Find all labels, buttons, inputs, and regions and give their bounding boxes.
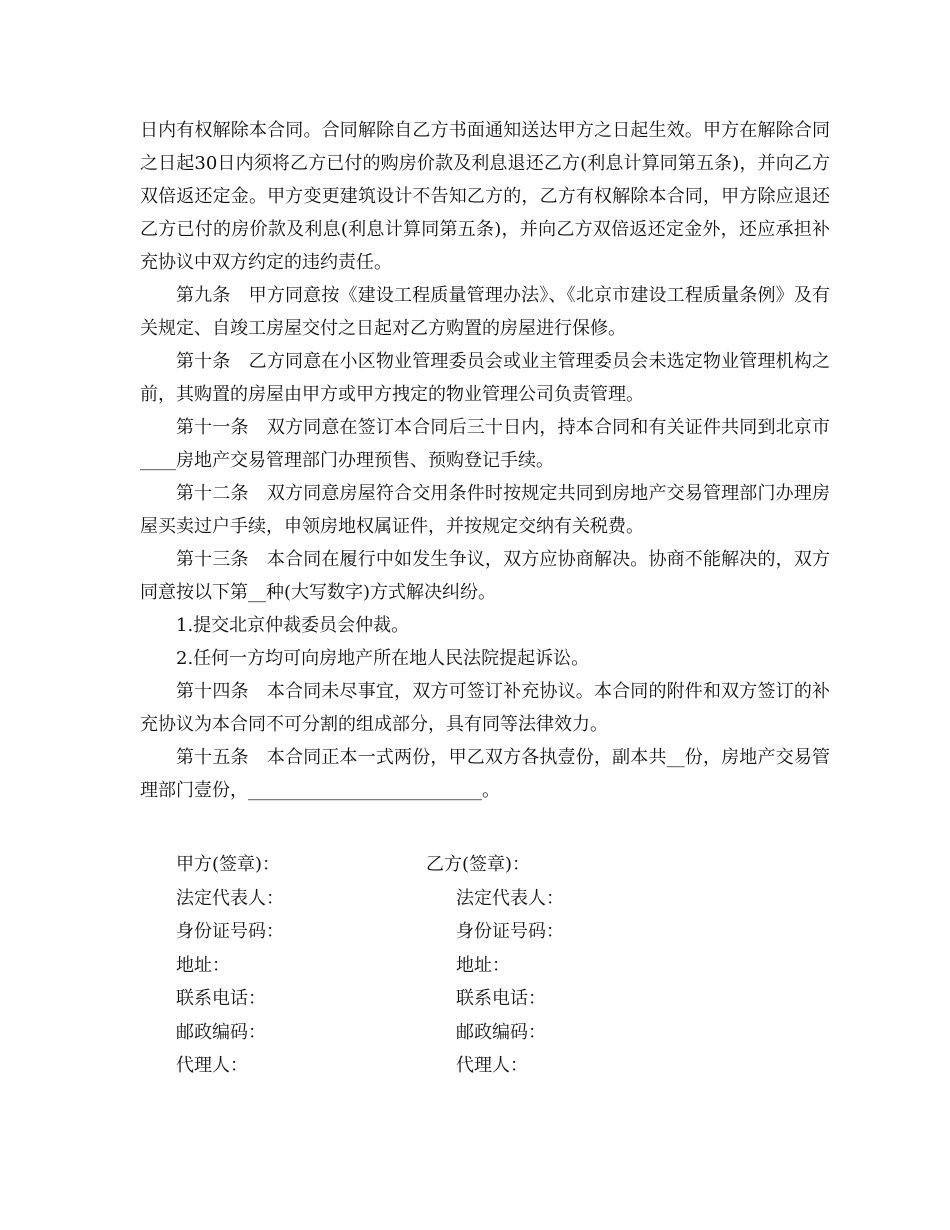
article-12: 第十二条 双方同意房屋符合交用条件时按规定共同到房地产交易管理部门办理房屋买卖过户手续，申领房地权属证件，并按规定交纳有关税费。 (140, 483, 830, 537)
party-a-legal-rep-label: 法定代表人： (176, 887, 284, 909)
party-b-phone-label: 联系电话： (456, 988, 546, 1009)
article-10: 第十条 乙方同意在小区物业管理委员会或业主管理委员会未选定物业管理机构之前，其购置的房屋由甲方或甲方拽定的物业管理公司负责管理。 (140, 351, 830, 405)
article-11: 第十一条 双方同意在签订本合同后三十日内，持本合同和有关证件共同到北京市____房地产交易管理部门办理预售、预购登记手续。 (140, 417, 830, 471)
party-b-id-label: 身份证号码： (456, 921, 564, 942)
signature-row (176, 1016, 736, 1050)
signature-row (176, 915, 736, 949)
signature-block (176, 848, 736, 1083)
signature-row (176, 1049, 736, 1083)
article-14: 第十四条 本合同未尽事宜，双方可签订补充协议。本合同的附件和双方签订的补充协议为本合同不可分割的组成部分，具有同等法律效力。 (140, 681, 830, 735)
party-b-address-label: 地址： (456, 954, 510, 976)
party-a-postcode-label: 邮政编码： (176, 1021, 266, 1043)
party-a-seal-label: 甲方(签章)： (176, 854, 281, 875)
signature-row-parties (176, 848, 736, 882)
signature-row (176, 982, 736, 1016)
party-a-id-label: 身份证号码： (176, 921, 284, 942)
party-b-seal-label: 乙方(签章)： (426, 854, 531, 875)
party-a-address-label: 地址： (176, 954, 230, 976)
paragraph-continuation: 日内有权解除本合同。合同解除自乙方书面通知送达甲方之日起生效。甲方在解除合同之日起30日内须将乙方已付的购房价款及利息退还乙方(利息计算同第五条)，并向乙方双倍返还定金。甲方变更建筑设计不告知乙方的，乙方有权解除本合同，甲方除应退还乙方已付的房价款及利息(利息计算同第五条)，并向乙方双倍返还定金外，还应承担补充协议中双方约定的违约责任。 (140, 120, 830, 273)
article-9: 第九条 甲方同意按《建设工程质量管理办法》、《北京市建设工程质量条例》及有关规定、自竣工房屋交付之日起对乙方购置的房屋进行保修。 (140, 285, 830, 339)
party-b-agent-label: 代理人： (456, 1055, 528, 1076)
article-15: 第十五条 本合同正本一式两份，甲乙双方各执壹份，副本共__份，房地产交易管理部门壹份，__________________________。 (140, 747, 830, 801)
party-a-phone-label: 联系电话： (176, 988, 266, 1009)
dispute-option-2: 2.任何一方均可向房地产所在地人民法院提起诉讼。 (176, 648, 590, 669)
signature-row (176, 949, 736, 983)
signature-row (176, 882, 736, 916)
contract-body (140, 114, 830, 807)
party-b-postcode-label: 邮政编码： (456, 1021, 546, 1043)
article-13: 第十三条 本合同在履行中如发生争议，双方应协商解决。协商不能解决的，双方同意按以下第__种(大写数字)方式解决纠纷。 (140, 549, 830, 603)
party-a-agent-label: 代理人： (176, 1055, 248, 1076)
dispute-option-1: 1.提交北京仲裁委员会仲裁。 (176, 615, 410, 636)
party-b-legal-rep-label: 法定代表人： (456, 887, 564, 909)
